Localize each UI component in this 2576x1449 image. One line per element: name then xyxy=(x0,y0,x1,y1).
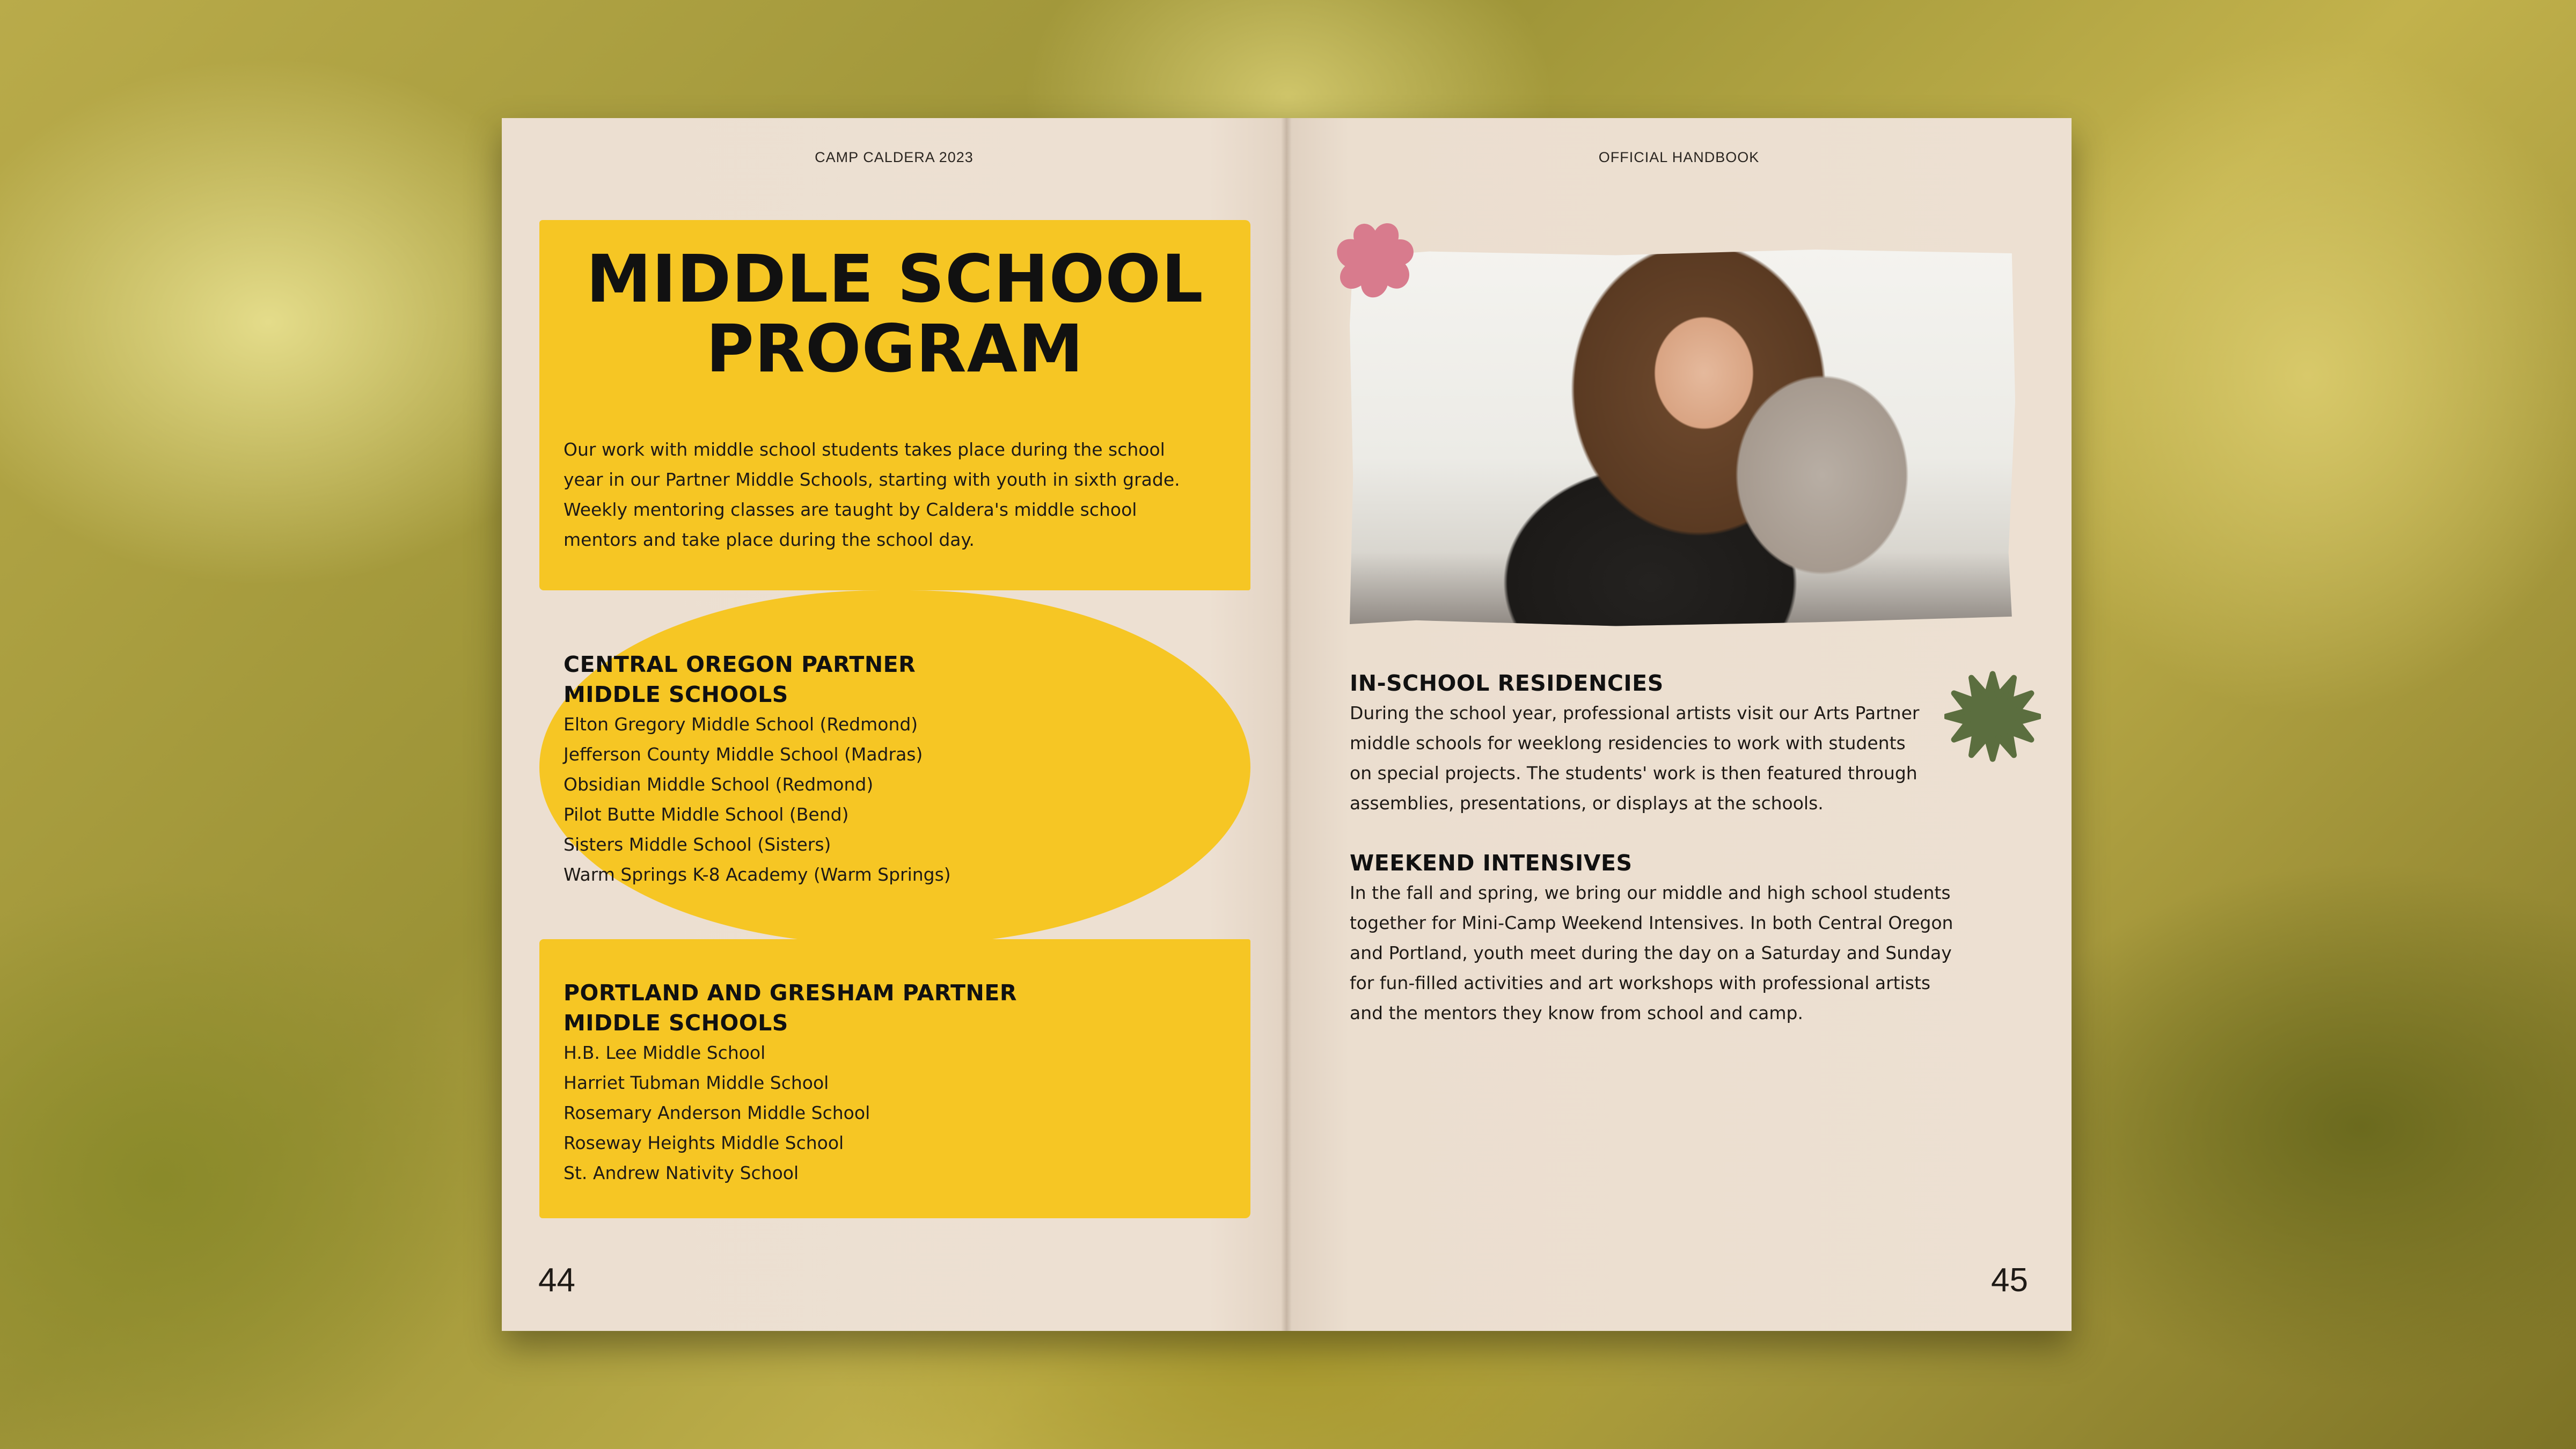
central-oregon-schools xyxy=(564,649,1234,890)
central-oregon-heading xyxy=(564,649,1234,709)
page-number-left: 44 xyxy=(538,1262,575,1299)
paragraph-line: During the school year, professional artists visit our Arts Partner xyxy=(1350,702,1920,723)
section-heading: WEEKEND INTENSIVES xyxy=(1350,850,1633,876)
flower-icon xyxy=(1331,215,1419,303)
list-item: St. Andrew Nativity School xyxy=(564,1162,799,1183)
intro-line: mentors and take place during the school day. xyxy=(564,529,975,550)
list-item: Elton Gregory Middle School (Redmond) xyxy=(564,714,918,735)
paragraph-line: assemblies, presentations, or displays at the schools. xyxy=(1350,793,1824,814)
title-line-1: MIDDLE SCHOOL xyxy=(586,241,1204,317)
title-line-2: PROGRAM xyxy=(706,311,1084,387)
list-item: Jefferson County Middle School (Madras) xyxy=(564,744,923,765)
running-head-right: OFFICIAL HANDBOOK xyxy=(1598,149,1760,165)
paragraph-line: and Portland, youth meet during the day on a Saturday and Sunday xyxy=(1350,942,1952,963)
intro-line: Weekly mentoring classes are taught by Caldera's middle school xyxy=(564,499,1137,520)
weekend-intensives-section xyxy=(1350,848,2021,1028)
paragraph-line: middle schools for weeklong residencies to work with students xyxy=(1350,733,1906,753)
paragraph-line: and the mentors they know from school and camp. xyxy=(1350,1002,1803,1023)
in-school-residencies-section xyxy=(1350,668,2021,818)
list-item: Sisters Middle School (Sisters) xyxy=(564,834,831,855)
paragraph-line: together for Mini-Camp Weekend Intensives. In both Central Oregon xyxy=(1350,912,1953,933)
intro-paragraph xyxy=(564,435,1234,555)
list-item: Warm Springs K-8 Academy (Warm Springs) xyxy=(564,864,951,885)
portland-gresham-heading xyxy=(564,978,1234,1038)
section-heading: IN-SCHOOL RESIDENCIES xyxy=(1350,670,1664,696)
school-list xyxy=(564,1038,1234,1188)
photo-student-sculpting-clay xyxy=(1350,250,2015,628)
running-head-left: CAMP CALDERA 2023 xyxy=(815,149,974,165)
list-item: Obsidian Middle School (Redmond) xyxy=(564,774,874,795)
list-item: Pilot Butte Middle School (Bend) xyxy=(564,804,849,825)
list-item: Harriet Tubman Middle School xyxy=(564,1072,829,1093)
heading-line: PORTLAND AND GRESHAM PARTNER xyxy=(564,980,1017,1006)
paragraph-line: In the fall and spring, we bring our middle and high school students xyxy=(1350,882,1951,903)
paragraph-line: for fun-filled activities and art workshops with professional artists xyxy=(1350,972,1931,993)
list-item: Rosemary Anderson Middle School xyxy=(564,1102,870,1123)
handbook-spread xyxy=(502,118,2072,1331)
paragraph-line: on special projects. The students' work is then featured through xyxy=(1350,763,1918,784)
intro-line: year in our Partner Middle Schools, starting with youth in sixth grade. xyxy=(564,469,1180,490)
list-item: H.B. Lee Middle School xyxy=(564,1042,766,1063)
portland-gresham-schools xyxy=(564,978,1234,1188)
page-title xyxy=(539,241,1250,387)
intro-line: Our work with middle school students takes place during the school xyxy=(564,439,1165,460)
heading-line: MIDDLE SCHOOLS xyxy=(564,1010,788,1036)
heading-line: CENTRAL OREGON PARTNER xyxy=(564,652,916,677)
left-page xyxy=(502,118,1286,1331)
list-item: Roseway Heights Middle School xyxy=(564,1132,844,1153)
heading-line: MIDDLE SCHOOLS xyxy=(564,682,788,707)
school-list xyxy=(564,709,1234,890)
book-spine xyxy=(1281,118,1292,1331)
page-number-right: 45 xyxy=(1991,1262,2028,1299)
